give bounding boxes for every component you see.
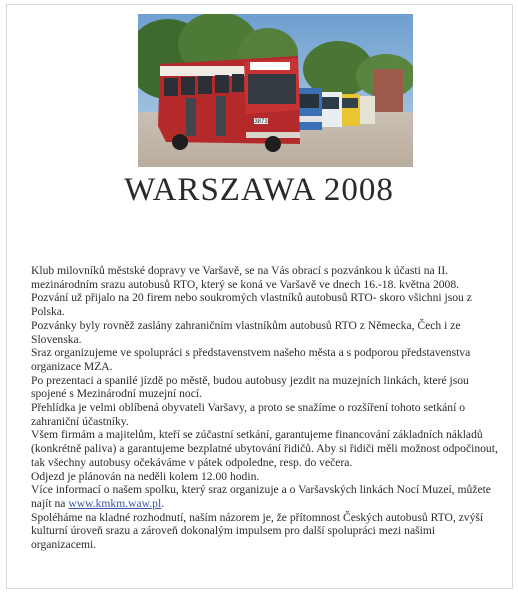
- bus-photo-icon: [138, 14, 413, 167]
- bus-number-plate: 3873: [254, 119, 268, 125]
- more-info-end: .: [161, 496, 165, 510]
- paragraph-departure: Odjezd je plánován na neděli kolem 12.00 hodin.: [31, 469, 260, 483]
- paragraph-foreign-owners: Pozvánky byly rovněž zaslány zahraničním vlastníkům autobusů RTO z Německa, Čech i ze Slovenska.: [31, 318, 461, 346]
- paragraph-popularity: Přehlídka je velmi oblíbená obyvateli Varšavy, a proto se snažíme o rozšíření tohoto setkání o zahraniční účastníky.: [31, 401, 466, 428]
- website-link[interactable]: www.kmkm.waw.pl: [68, 496, 162, 510]
- letter-body: [31, 264, 501, 552]
- bus-photo: [138, 14, 413, 167]
- paragraph-more-info: [31, 483, 501, 510]
- paragraph-invitation: Klub milovníků městské dopravy ve Varšavě, se na Vás obrací s pozvánkou k účasti na II. mezinárodním srazu autobusů RTO, který se koná ve Varšavě ve dnech 16.-18. května 2008.: [31, 264, 460, 291]
- paragraph-program: Po prezentaci a spanilé jízdě po městě, budou autobusy jezdit na muzejních linkách, které jsou spojené s Mezinárodní muzejní nocí.: [31, 373, 469, 401]
- paragraph-guarantees: Všem firmám a majitelům, kteří se zúčastní setkání, garantujeme financování základních nákladů (konkrétně paliva) a garantujeme bezplatné ubytování řidičů. Aby si řidiči měli možnost odpočinout, tak všechny autobusy očekáváme v pátek odpoledne, resp. do večera.: [31, 428, 498, 469]
- paragraph-closing: Spoléháme na kladné rozhodnutí, naším názorem je, že přítomnost Českých autobusů RTO, zvýší kulturní úroveň srazu a zároveň dokonalým impulsem pro další spolupráci mezi našimi organizacemi.: [31, 510, 484, 552]
- paragraph-participants: Pozvání už přijalo na 20 firem nebo soukromých vlastníků autobusů RTO- skoro všichni jsou z Polska.: [31, 291, 472, 319]
- paragraph-cooperation: Sraz organizujeme ve spolupráci s představenstvem našeho města a s podporou představenstva organizace MZA.: [31, 346, 471, 373]
- more-info-text: Více informací o našem spolku, který sraz organizuje a o Varšavských linkách Nocí Muzeí, můžete najít na: [31, 483, 491, 510]
- page-title: WARSZAWA 2008: [124, 172, 394, 208]
